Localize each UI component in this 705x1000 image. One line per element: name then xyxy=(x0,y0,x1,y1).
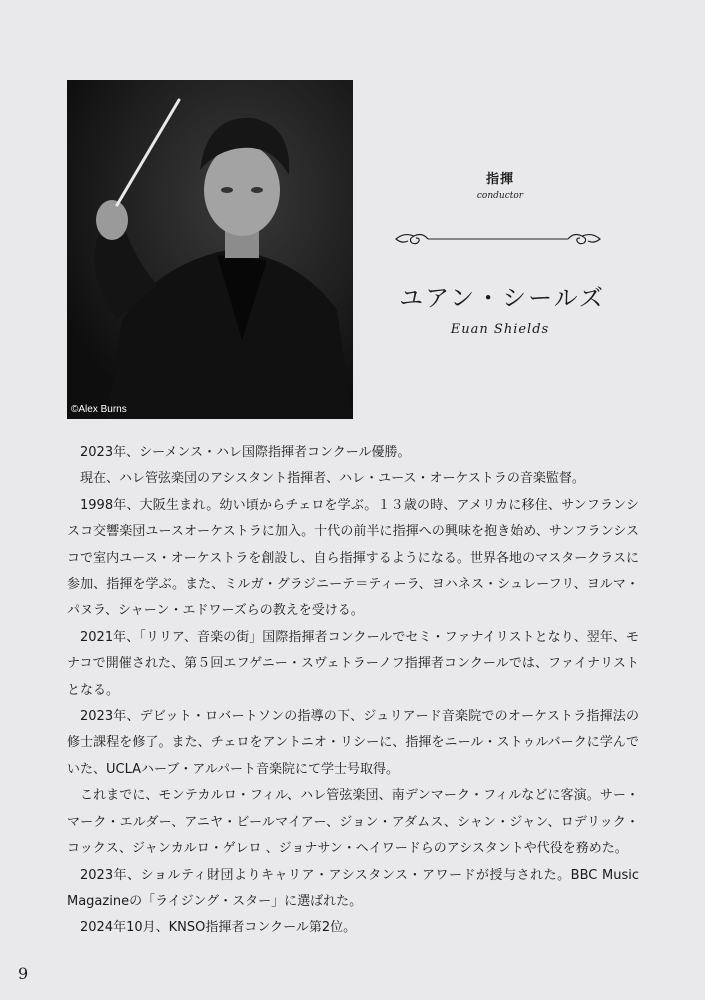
page-number: 9 xyxy=(18,964,29,983)
role-title-en: conductor xyxy=(476,191,524,201)
bio-paragraph: 2024年10月、KNSO指揮者コンクール第2位。 xyxy=(80,920,357,936)
bio-paragraph: 2023年、シーメンス・ハレ国際指揮者コンクール優勝。 xyxy=(80,445,411,460)
divider-ornament xyxy=(392,230,604,248)
conductor-photo xyxy=(67,80,353,419)
role-title-ja: 指揮 xyxy=(485,172,514,187)
bio-paragraph: 2021年、「リリア、音楽の街」国際指揮者コンクールでセミ・ファナイリストとなり、翌年、モナコで開催された、第５回エフゲニー・スヴェトラーノフ指揮者コンクールでは、ファイナリストとなる。 xyxy=(67,629,639,698)
bio-paragraph: 2023年、ショルティ財団よりキャリア・アシスタンス・アワードが授与された。BBC Music Magazineの「ライジング・スター」に選ばれた。 xyxy=(67,867,639,909)
photo-credit: ©Alex Burns xyxy=(71,404,127,415)
bio-paragraph: 1998年、大阪生まれ。幼い頃からチェロを学ぶ。１３歳の時、アメリカに移住、サンフランシスコ交響楽団ユースオーケストラに加入。十代の前半に指揮への興味を抱き始め、サンフランシスコで室内ユース・オーケストラを創設し、自ら指揮するようになる。世界各地のマスタークラスに参加、指揮を学ぶ。また、ミルガ・グラジニーテ＝ティーラ、ヨハネス・シュレーフリ、ヨルマ・パヌラ、シャーン・エドワーズらの教えを受ける。 xyxy=(67,497,639,619)
bio-paragraph: 2023年、デビット・ロバートソンの指導の下、ジュリアード音楽院でのオーケストラ指揮法の修士課程を修了。また、チェロをアントニオ・リシーに、指揮をニール・ストゥルバークに学んでいた、UCLAハーブ・アルパート音楽院にて学士号取得。 xyxy=(67,709,639,777)
conductor-name-en: Euan Shields xyxy=(450,322,550,337)
bio-paragraph: これまでに、モンテカルロ・フィル、ハレ管弦楽団、南デンマーク・フィルなどに客演。サー・マーク・エルダー、アニヤ・ビールマイアー、ジョン・アダムス、シャン・ジャン、ロデリック・コックス、ジャンカルロ・ゲレロ 、ジョナサン・ヘイワードらのアシスタントや代役を務めた。 xyxy=(67,788,639,857)
conductor-name-ja: ユアン・シールズ xyxy=(399,284,605,312)
biography xyxy=(67,440,639,942)
bio-paragraph: 現在、ハレ管弦楽団のアシスタント指揮者、ハレ・ユース・オーケストラの音楽監督。 xyxy=(80,471,585,487)
conductor-portrait-image xyxy=(67,80,353,419)
